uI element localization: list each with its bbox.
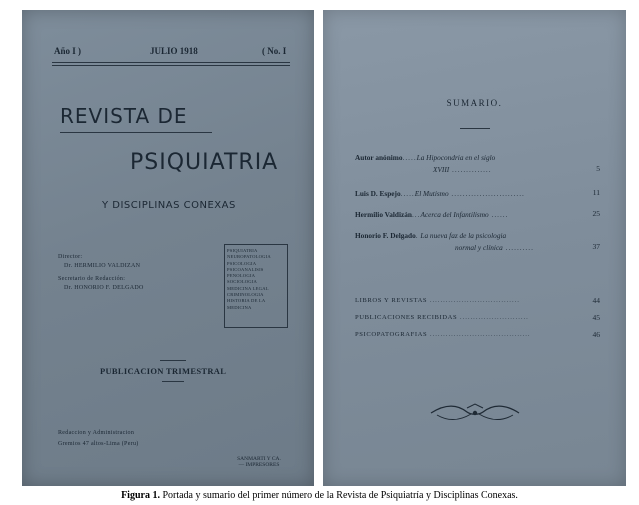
entry-author: Hermilio Valdizán [355,210,412,219]
admin-line-1: Redaccion y Administracion [58,430,135,436]
secretary-name: Dr. HONORIO F. DELGADO [64,285,144,291]
discipline-item: PSICOLOGIA [227,260,257,266]
contents-page [323,10,626,486]
printer-line-2: — IMPRESORES [238,462,280,468]
ornament-flourish-icon [427,402,523,424]
discipline-item: CRIMINOLOGIA [227,292,264,298]
section-label: LIBROS Y REVISTAS [355,297,428,304]
title-underline [60,132,212,133]
caption-label: Figura 1. [121,490,160,501]
heading-rule [460,128,490,129]
entry-page: 11 [592,188,600,197]
discipline-item: PENOLOGIA [227,273,256,279]
contents-heading: SUMARIO. [446,98,503,108]
entry-page: 37 [592,242,600,251]
publication-rule-2 [162,381,184,382]
printer-block [224,456,294,468]
discipline-item: MEDICINA LEGAL [227,285,269,291]
section-entry: PUBLICACIONES RECIBIDAS .......................... [355,314,529,321]
section-label: PUBLICACIONES RECIBIDAS [355,314,458,321]
toc-entry: Autor anónimo.....La Hipocondria en el siglo XVIII .............. [355,153,496,174]
entry-title-cont: XVIII [433,165,450,174]
entry-title: El Mutismo [414,189,449,198]
header-rule [52,62,290,63]
publication-type: PUBLICACION TRIMESTRAL [100,366,227,376]
issue-year: Año I ) [54,46,82,56]
disciplines-box [224,244,288,328]
entry-title: La nueva faz de la psicologia [420,231,507,240]
cover-page [22,10,314,486]
header-rule-2 [52,65,290,66]
entry-author: Honorio F. Delgado [355,231,416,240]
discipline-item: PSIQUIATRIA [227,248,258,253]
caption-text: Portada y sumario del primer número de la Revista de Psiquiatría y Disciplinas Conexas. [159,490,518,501]
section-label: PSICOPATOGRAFIAS [355,331,428,338]
entry-author: Luis D. Espejo [355,189,401,198]
toc-entry: Honorio F. Delgado. La nueva faz de la psicologia normal y clínica .......... [355,231,534,252]
entry-author: Autor anónimo [355,153,403,162]
title-line-1: REVISTA DE [60,104,188,128]
issue-date: JULIO 1918 [150,46,198,56]
toc-entry: Luis D. Espejo.....El Mutismo .......................... [355,189,525,198]
issue-number: ( No. I [262,46,287,56]
section-page: 44 [592,296,600,305]
section-page: 46 [592,330,600,339]
discipline-item: SOCIOLOGIA [227,279,258,285]
section-entry: LIBROS Y REVISTAS .................................. [355,297,520,304]
secretary-label: Secretario de Redacción: [58,276,126,282]
entry-title: La Hipocondria en el siglo [416,153,496,162]
title-line-2: PSIQUIATRIA [130,150,279,175]
section-page: 45 [592,313,600,322]
figure-caption [0,490,639,501]
printer-line-1: SANMARTI Y CA. [237,456,281,462]
discipline-item: NEUROPATOLOGIA [227,254,271,260]
director-label: Director: [58,254,83,260]
entry-title-cont: normal y clínica [455,243,503,252]
publication-rule [160,360,186,361]
entry-page: 5 [596,164,600,173]
section-entry: PSICOPATOGRAFIAS ...................................... [355,331,531,338]
entry-title: Acerca del Infantilismo [420,210,489,219]
admin-line-2: Gremios 47 altos-Lima (Peru) [58,441,139,447]
discipline-item: HISTORIA DE LA [227,298,266,304]
discipline-item: PSICOANALISIS [227,266,264,272]
director-name: Dr. HERMILIO VALDIZAN [64,263,141,269]
title-line-3: Y DISCIPLINAS CONEXAS [102,200,236,211]
toc-entry: Hermilio Valdizán...Acerca del Infantilismo ...... [355,210,509,219]
discipline-item: MEDICINA [227,304,252,310]
entry-page: 25 [592,209,600,218]
